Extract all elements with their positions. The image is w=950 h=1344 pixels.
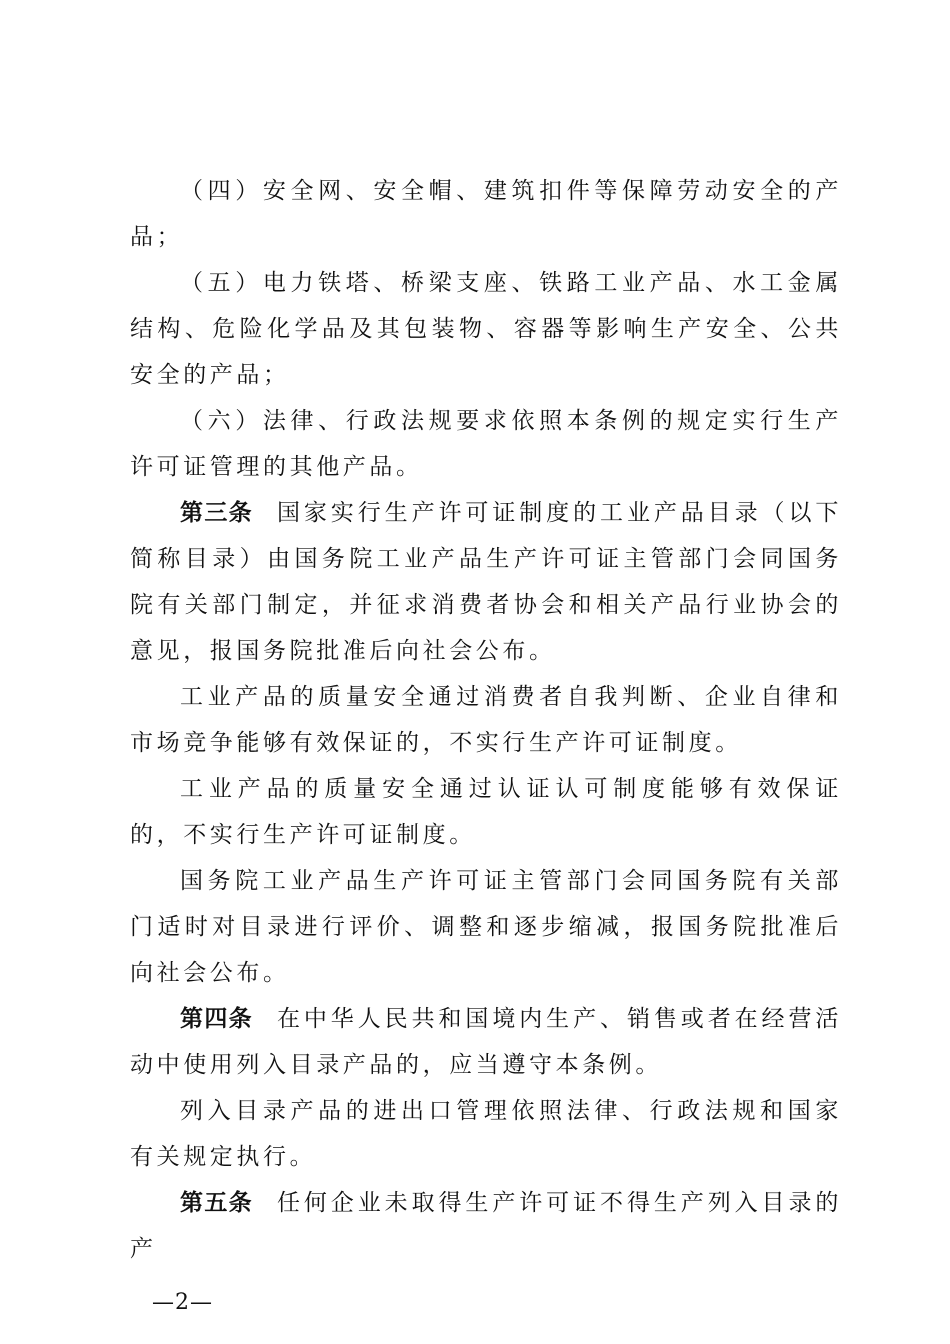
paragraph-text: 列入目录产品的进出口管理依照法律、行政法规和国家有关规定执行。 — [130, 1098, 842, 1170]
paragraph-text: 工业产品的质量安全通过认证认可制度能够有效保证的，不实行生产许可证制度。 — [130, 776, 842, 848]
paragraph-text: 国务院工业产品生产许可证主管部门会同国务院有关部门适时对目录进行评价、调整和逐步缩减，报国务院批准后向社会公布。 — [130, 868, 842, 986]
article-3-paragraph-4 — [130, 858, 842, 996]
paragraph-text: 任何企业未取得生产许可证不得生产列入目录的产 — [130, 1190, 842, 1262]
paragraph-text: 在中华人民共和国境内生产、销售或者在经营活动中使用列入目录产品的，应当遵守本条例。 — [130, 1006, 842, 1078]
paragraph-text: 工业产品的质量安全通过消费者自我判断、企业自律和市场竞争能够有效保证的，不实行生产许可证制度。 — [130, 684, 842, 756]
paragraph-text: （五）电力铁塔、桥梁支座、铁路工业产品、水工金属结构、危险化学品及其包装物、容器等影响生产安全、公共安全的产品； — [130, 270, 842, 388]
article-4-paragraph-2 — [130, 1088, 842, 1180]
document-body — [130, 168, 842, 1272]
article-label: 第四条 — [180, 1006, 253, 1032]
article-5 — [130, 1180, 842, 1272]
clause-4 — [130, 168, 842, 260]
article-3-paragraph-2 — [130, 674, 842, 766]
article-label: 第五条 — [180, 1190, 253, 1216]
article-3 — [130, 490, 842, 674]
paragraph-text: （四）安全网、安全帽、建筑扣件等保障劳动安全的产品； — [130, 178, 842, 250]
page-number: —2— — [152, 1290, 213, 1315]
paragraph-text: 国家实行生产许可证制度的工业产品目录（以下简称目录）由国务院工业产品生产许可证主管部门会同国务院有关部门制定，并征求消费者协会和相关产品行业协会的意见，报国务院批准后向社会公布。 — [130, 500, 842, 664]
article-label: 第三条 — [180, 500, 253, 526]
article-3-paragraph-3 — [130, 766, 842, 858]
clause-6 — [130, 398, 842, 490]
paragraph-text: （六）法律、行政法规要求依照本条例的规定实行生产许可证管理的其他产品。 — [130, 408, 842, 480]
clause-5 — [130, 260, 842, 398]
article-4 — [130, 996, 842, 1088]
